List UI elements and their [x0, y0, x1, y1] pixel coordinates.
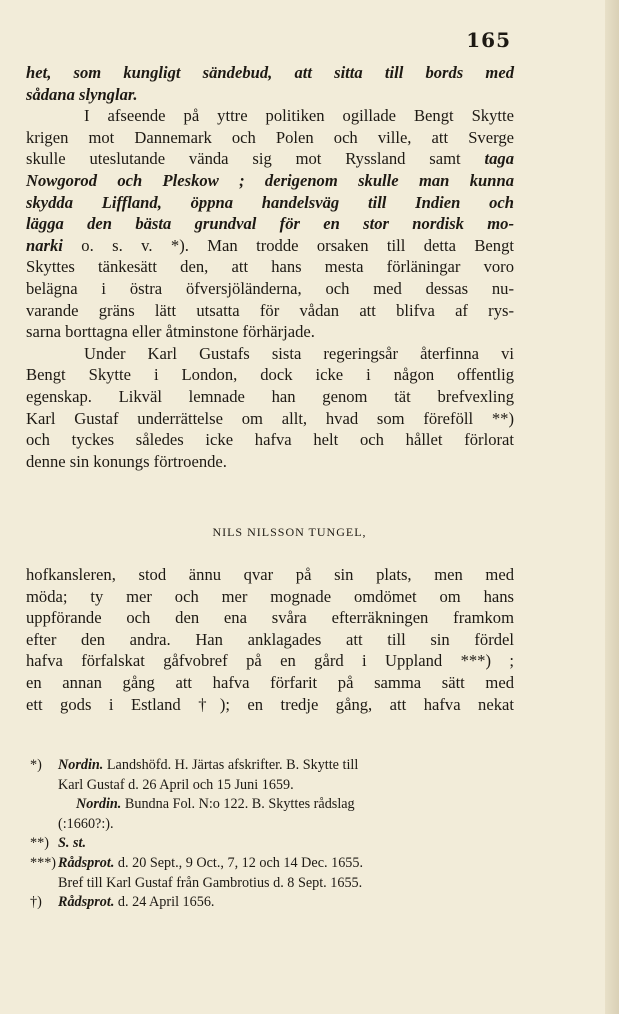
footnote-text: (:1660?:).: [58, 815, 114, 832]
text-line: Karl Gustaf underrättelse om allt, hvad som föreföll **): [26, 408, 514, 428]
text-line: sådana slynglar.: [26, 84, 138, 104]
footnote-mark: *): [30, 757, 42, 773]
footnote-mark: †): [30, 894, 42, 911]
text-line: ett gods i Estland †); en tredje gång, att hafva nekat: [26, 694, 514, 714]
text-line: Bengt Skytte i London, dock icke i någon offentlig: [26, 365, 514, 385]
text-line: belägna i östra öfversjöländerna, och med dessas nu-: [26, 278, 514, 298]
main-text-block: [26, 62, 514, 472]
text-line: uppförande och den ena svåra efterräkningen framkom: [26, 608, 514, 628]
italic-segment: taga: [484, 149, 514, 169]
text-line: en annan gång att hafva förfarit på samma sätt med: [26, 672, 514, 692]
text-segment: skulle uteslutande vända sig mot Ryssland samt: [26, 149, 461, 169]
footnote-mark: **): [30, 835, 49, 852]
text-line: lägga den bästa grundval för en stor nordisk mo-: [26, 214, 514, 234]
footnote-source: Nordin.: [58, 757, 104, 773]
page-edge: [605, 0, 619, 1014]
text-line: het, som kungligt sändebud, att sitta till bords med: [26, 63, 514, 82]
text-line: egenskap. Likväl lemnade han genom tät brefvexling: [26, 386, 514, 406]
footnote-text: Landshöfd. H. Järtas afskrifter. B. Skytte till: [106, 757, 359, 773]
text-line: Skyttes tänkesätt den, att hans mesta förläningar voro: [26, 257, 514, 277]
text-line: Nowgorod och Pleskow ; derigenom skulle man kunna: [26, 170, 514, 190]
footnotes: [30, 756, 520, 913]
italic-segment: narki: [26, 235, 63, 255]
text-segment: o. s. v. *).: [81, 235, 189, 255]
footnote-line: [30, 834, 520, 854]
footnote-line: [30, 893, 520, 913]
text-line: denne sin konungs förtroende.: [26, 451, 227, 471]
footnote-source: S. st.: [58, 835, 86, 852]
second-text-block: [26, 564, 514, 715]
footnote-text: Bundna Fol. N:o 122. B. Skyttes rådslag: [124, 796, 355, 813]
footnote-line: [30, 854, 520, 874]
page-number: 165: [466, 28, 511, 52]
text-line: sarna borttagna eller åtminstone förhärjade.: [26, 322, 315, 342]
text-line: [26, 148, 514, 170]
footnote-source: Nordin.: [76, 796, 122, 813]
text-line: skydda Liffland, öppna handelsväg till Indien och: [26, 192, 514, 212]
footnote-mark: ***): [30, 854, 57, 871]
text-line: hafva förfalskat gåfvobref på en gård i Uppland ***) ;: [26, 651, 514, 671]
footnote-line: [30, 795, 520, 815]
text-line: [26, 235, 514, 257]
footnote-text: d. 24 April 1656.: [117, 894, 215, 911]
text-line: Under Karl Gustafs sista regeringsår återfinna vi: [84, 343, 514, 363]
footnote-text: Bref till Karl Gustaf från Gambrotius d. 8 Sept. 1655.: [58, 874, 363, 891]
footnote-line: [30, 874, 520, 894]
text-segment: Man trodde orsaken till detta Bengt: [207, 235, 514, 255]
text-line: efter den andra. Han anklagades att till sin fördel: [26, 629, 514, 649]
footnote-text: Karl Gustaf d. 26 April och 15 Juni 1659.: [58, 776, 294, 793]
text-line: hofkansleren, stod ännu qvar på sin plats, men med: [26, 565, 514, 584]
footnote-line: [30, 776, 520, 796]
text-line: krigen mot Dannemark och Polen och ville, att Sverge: [26, 127, 514, 147]
footnote-text: d. 20 Sept., 9 Oct., 7, 12 och 14 Dec. 1655.: [117, 854, 364, 871]
footnote-source: Rådsprot.: [58, 894, 115, 911]
text-line: I afseende på yttre politiken ogillade Bengt Skytte: [84, 106, 514, 126]
footnote-line: [30, 815, 520, 835]
footnote-source: Rådsprot.: [58, 854, 115, 871]
text-line: och tyckes således icke hafva helt och hållet förlorat: [26, 430, 514, 450]
section-heading: NILS NILSSON TUNGEL,: [212, 525, 367, 539]
text-line: möda; ty mer och mer mognade omdömet om hans: [26, 586, 514, 606]
text-line: varande gräns lätt utsatta för vådan att blifva af rys-: [26, 300, 514, 320]
footnote-line: [30, 756, 520, 776]
